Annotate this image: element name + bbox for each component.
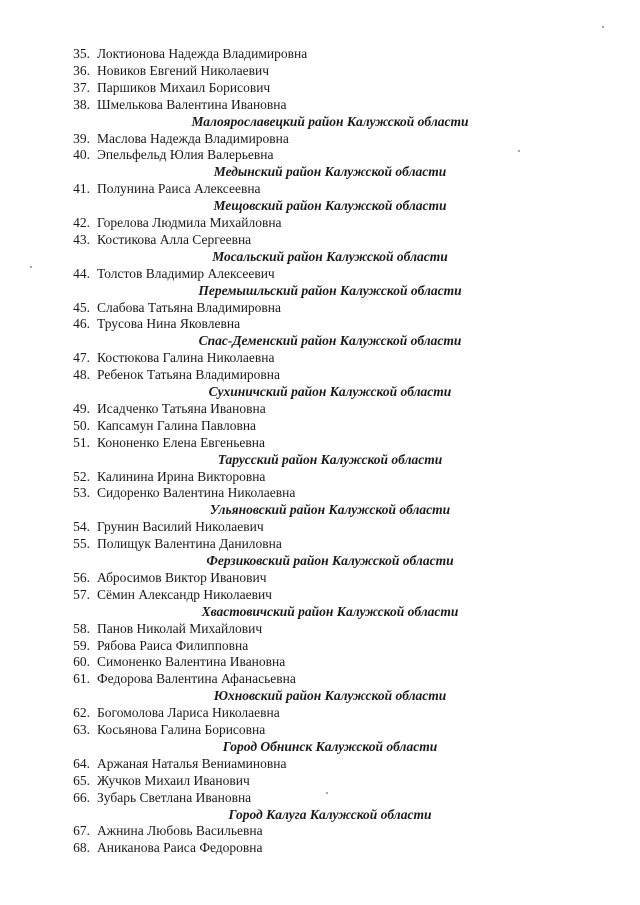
list-item-number: 52. xyxy=(73,468,90,484)
list-item-name: Ребенок Татьяна Владимировна xyxy=(97,367,281,383)
list-item-name: Аржаная Наталья Вениаминовна xyxy=(97,755,287,771)
list-item-name: Костюкова Галина Николаевна xyxy=(97,350,275,366)
list-item-number: 66. xyxy=(73,789,90,805)
list-item xyxy=(0,265,640,282)
list-item-number: 58. xyxy=(73,620,90,636)
district-heading xyxy=(0,738,640,755)
list-item-number: 36. xyxy=(73,62,90,78)
list-item-number: 42. xyxy=(73,215,90,230)
list-item-number: 63. xyxy=(73,722,90,737)
list-item-name: Локтионова Надежда Владимировна xyxy=(97,46,308,61)
list-item xyxy=(0,704,640,721)
list-item-number: 55. xyxy=(73,536,90,552)
list-item-number: 48. xyxy=(73,367,90,383)
list-item-number: 67. xyxy=(73,823,90,839)
list-item-number: 40. xyxy=(73,147,90,163)
list-item xyxy=(0,45,640,62)
list-item-name: Федорова Валентина Афанасьевна xyxy=(97,671,296,687)
list-item-name: Симоненко Валентина Ивановна xyxy=(97,654,286,670)
list-item-number: 45. xyxy=(73,299,90,315)
list-item xyxy=(0,96,640,113)
list-item-name: Богомолова Лариса Николаевна xyxy=(97,705,280,721)
district-heading xyxy=(0,383,640,400)
list-item xyxy=(0,839,640,856)
list-item-number: 68. xyxy=(73,840,90,856)
list-item-name: Аниканова Раиса Федоровна xyxy=(97,840,263,856)
list-item-name: Слабова Татьяна Владимировна xyxy=(97,299,282,315)
list-item-name: Панов Николай Михайлович xyxy=(97,620,263,636)
district-heading-title: Медынский район Калужской области xyxy=(213,164,447,180)
list-item-number: 50. xyxy=(73,417,90,433)
list-item xyxy=(0,535,640,552)
list-item xyxy=(0,366,640,383)
list-item xyxy=(0,400,640,417)
list-item-number: 51. xyxy=(73,434,90,450)
list-item xyxy=(0,772,640,789)
list-item-number: 64. xyxy=(73,755,90,771)
list-item-number: 65. xyxy=(73,772,90,788)
district-heading-title: Ульяновский район Калужской области xyxy=(209,502,451,518)
list-item-number: 60. xyxy=(73,654,90,670)
list-item xyxy=(0,822,640,839)
district-heading-title: Тарусский район Калужской области xyxy=(217,451,443,467)
district-heading-title: Город Калуга Калужской области xyxy=(228,806,432,822)
list-item-name: Грунин Василий Николаевич xyxy=(97,519,264,535)
list-item-name: Сёмин Александр Николаевич xyxy=(97,586,272,602)
list-item-number: 38. xyxy=(73,96,90,112)
list-item-name: Сидоренко Валентина Николаевна xyxy=(97,485,296,501)
list-item xyxy=(0,569,640,586)
list-item xyxy=(0,721,640,738)
list-item-number: 56. xyxy=(73,569,90,585)
list-item-name: Исадченко Татьяна Ивановна xyxy=(97,400,266,416)
district-heading-title: Город Обнинск Калужской области xyxy=(222,738,438,754)
list-item-name: Калинина Ирина Викторовна xyxy=(97,468,266,484)
list-item xyxy=(0,755,640,772)
district-heading-title: Сухиничский район Калужской области xyxy=(208,384,452,399)
district-heading xyxy=(0,332,640,349)
district-heading xyxy=(0,451,640,468)
list-item-name: Шмелькова Валентина Ивановна xyxy=(97,96,287,112)
district-heading-title: Малоярославецкий район Калужской области xyxy=(191,113,469,129)
list-item-name: Толстов Владимир Алексеевич xyxy=(97,265,275,281)
list-item xyxy=(0,468,640,485)
list-item xyxy=(0,434,640,451)
list-item xyxy=(0,586,640,603)
list-item-name: Капсамун Галина Павловна xyxy=(97,417,257,433)
list-item xyxy=(0,214,640,231)
district-heading xyxy=(0,282,640,299)
district-heading-title: Хвастовичский район Калужской области xyxy=(201,603,459,619)
district-heading-title: Юхновский район Калужской области xyxy=(213,688,447,704)
list-item-name: Косьянова Галина Борисовна xyxy=(97,722,266,737)
district-heading xyxy=(0,603,640,620)
list-item-number: 43. xyxy=(73,231,90,247)
list-item-number: 39. xyxy=(73,130,90,146)
list-item-name: Эпельфельд Юлия Валерьевна xyxy=(97,147,274,163)
list-item xyxy=(0,130,640,147)
list-item-name: Полунина Раиса Алексеевна xyxy=(97,181,261,197)
list-item xyxy=(0,637,640,654)
list-item xyxy=(0,299,640,316)
list-item-number: 54. xyxy=(73,519,90,535)
list-item-name: Кононенко Елена Евгеньевна xyxy=(97,434,265,450)
list-item xyxy=(0,484,640,501)
list-item-number: 37. xyxy=(73,79,90,95)
list-item-number: 44. xyxy=(73,265,90,281)
district-heading xyxy=(0,501,640,518)
list-item-name: Абросимов Виктор Иванович xyxy=(97,569,267,585)
list-item xyxy=(0,789,640,806)
list-item xyxy=(0,417,640,434)
list-item xyxy=(0,79,640,96)
district-heading xyxy=(0,163,640,180)
district-heading-title: Мещовский район Калужской области xyxy=(213,198,447,214)
list-item-number: 62. xyxy=(73,705,90,721)
district-heading-title: Спас-Деменский район Калужской области xyxy=(198,333,462,349)
list-item-name: Рябова Раиса Филипповна xyxy=(97,637,249,653)
list-item-name: Трусова Нина Яковлевна xyxy=(97,316,241,332)
list-item-name: Ажнина Любовь Васильевна xyxy=(97,823,263,839)
list-item xyxy=(0,315,640,332)
district-heading xyxy=(0,197,640,214)
list-item xyxy=(0,518,640,535)
list-item-name: Новиков Евгений Николаевич xyxy=(97,62,270,78)
district-heading xyxy=(0,552,640,569)
list-item xyxy=(0,146,640,163)
list-item-number: 35. xyxy=(73,46,90,61)
list-item-number: 47. xyxy=(73,350,90,366)
list-item xyxy=(0,349,640,366)
list-item-number: 46. xyxy=(73,316,90,332)
list-item xyxy=(0,653,640,670)
list-item xyxy=(0,180,640,197)
list-item-number: 53. xyxy=(73,485,90,501)
district-heading-title: Мосальский район Калужской области xyxy=(212,248,448,264)
list-item-number: 41. xyxy=(73,181,90,197)
list-item-name: Зубарь Светлана Ивановна xyxy=(97,789,252,805)
list-item-name: Маслова Надежда Владимировна xyxy=(97,130,289,146)
list-item-name: Жучков Михаил Иванович xyxy=(97,772,250,788)
district-heading xyxy=(0,806,640,823)
district-heading xyxy=(0,687,640,704)
list-item xyxy=(0,62,640,79)
district-heading-title: Перемышльский район Калужской области xyxy=(198,282,462,298)
list-item-number: 59. xyxy=(73,637,90,653)
district-heading xyxy=(0,248,640,265)
list-item-number: 61. xyxy=(73,671,90,687)
list-item xyxy=(0,620,640,637)
list-item-name: Полищук Валентина Даниловна xyxy=(97,536,282,552)
list-item-name: Горелова Людмила Михайловна xyxy=(97,215,282,230)
list-item xyxy=(0,231,640,248)
list-item-name: Костикова Алла Сергеевна xyxy=(97,231,252,247)
district-heading-title: Ферзиковский район Калужской области xyxy=(206,553,454,568)
list-item-name: Паршиков Михаил Борисович xyxy=(97,79,271,95)
list-item-number: 49. xyxy=(73,400,90,416)
district-heading xyxy=(0,113,640,130)
list-item-number: 57. xyxy=(73,586,90,602)
scan-speck xyxy=(602,26,604,28)
list-item xyxy=(0,670,640,687)
